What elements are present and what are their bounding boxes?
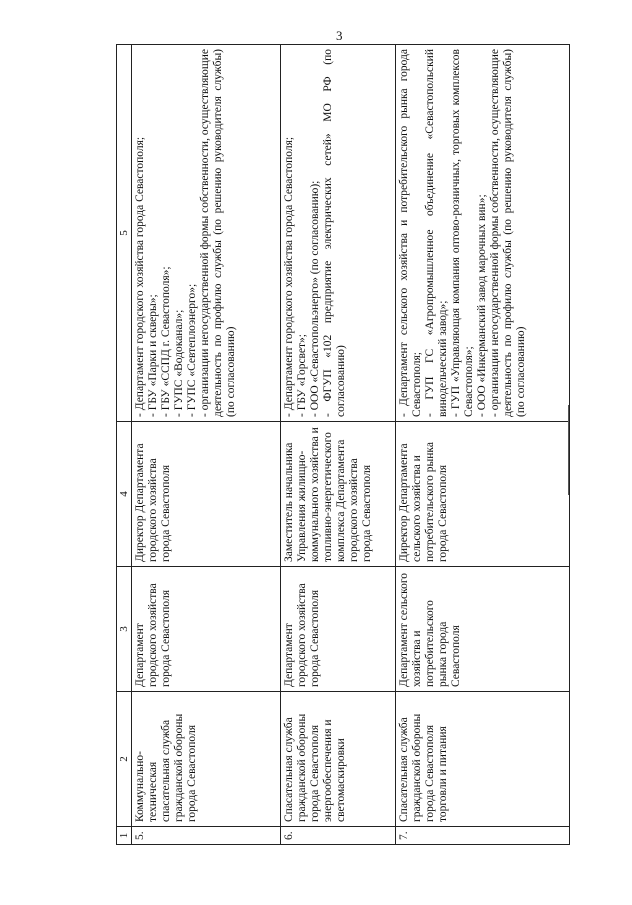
column-number: 3: [117, 567, 132, 692]
member-item: - Департамент городского хозяйства города Севастополя;: [134, 136, 146, 417]
member-organizations: [281, 45, 396, 422]
service-head: Директор Департамента городского хозяйства города Севастополя: [132, 422, 281, 567]
member-item: - Департамент сельского хозяйства и потребительского рынка города Севастополя;: [398, 49, 423, 417]
member-item: - организации негосударственной формы собственности, осуществляющие деятельность по профилю службы (по решению руководителя службы) (по согласованию): [198, 49, 237, 417]
member-item: - ГУП ГС «Агропромышленное объединение «Севастопольский винодельческий завод»;: [423, 49, 449, 417]
service-name: Спасательная служба гражданской обороны города Севастополя торговли и питания: [396, 692, 570, 827]
service-head: Директор Департамента сельского хозяйства и потребительского рынка города Севастополя: [396, 422, 570, 567]
column-number: 2: [117, 692, 132, 827]
page-number: 3: [336, 28, 343, 43]
service-name: Коммунально-техническая спасательная служба гражданской обороны города Севастополя: [132, 692, 281, 827]
row-number: 6.: [281, 827, 396, 845]
column-number: 5: [117, 45, 132, 422]
column-number-row: [117, 45, 132, 845]
member-item: - ГБУ «ССПД г. Севастополя»;: [159, 266, 172, 417]
member-item: - ФГУП «102 предприятие электрических сетей» МО РФ (по согласованию): [321, 49, 347, 417]
services-table: [116, 44, 570, 845]
member-item: - Департамент городского хозяйства города Севастополя;: [283, 136, 295, 417]
table-row: [281, 45, 396, 845]
table-row: [396, 45, 570, 845]
column-number: 1: [117, 827, 132, 845]
member-organizations: [132, 45, 281, 422]
member-item: - ГУП «Управляющая компания оптово-розничных, торговых комплексов Севастополя»;: [449, 49, 475, 417]
member-item: - ООО «Инкерманский завод марочных вин»;: [475, 194, 488, 417]
member-organizations: [396, 45, 570, 422]
member-item: - ГБУ «Горсвет»;: [295, 334, 308, 417]
row-number: 7.: [396, 827, 570, 845]
scan-mark: [568, 405, 569, 495]
member-item: - ГУПС «Водоканал»;: [172, 309, 185, 417]
organizer: Департамент городского хозяйства города Севастополя: [281, 567, 396, 692]
member-item: - ГУПС «Севтеплоэнерго»;: [185, 283, 198, 417]
rotated-table-wrapper: [116, 45, 568, 845]
row-number: 5.: [132, 827, 281, 845]
column-number: 4: [117, 422, 132, 567]
member-item: - ООО «Севастопольэнерго» (по согласованию);: [308, 180, 321, 417]
organizer: Департамент городского хозяйства города Севастополя: [132, 567, 281, 692]
member-item: - ГБУ «Парки и скверы»;: [146, 294, 159, 417]
organizer: Департамент сельского хозяйства и потребительского рынка города Севастополя: [396, 567, 570, 692]
member-item: - организации негосударственной формы собственности, осуществляющие деятельность по профилю службы (по решению руководителя службы) (по согласованию): [488, 49, 527, 417]
table-row: [132, 45, 281, 845]
service-name: Спасательная служба гражданской обороны города Севастополя энергообеспечения и светомаскировки: [281, 692, 396, 827]
service-head: Заместитель начальника Управления жилищно-коммунального хозяйства и топливно-энергетического комплекса Департамента городского хозяйства города Севастополя: [281, 422, 396, 567]
